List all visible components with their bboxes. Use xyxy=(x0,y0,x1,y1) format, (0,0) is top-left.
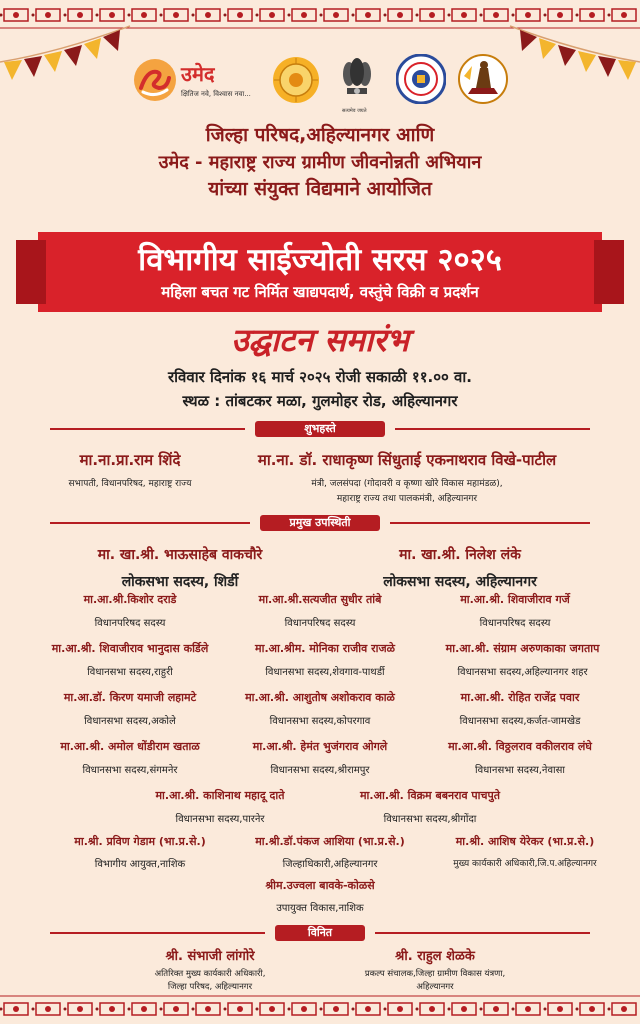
guest-entry xyxy=(220,690,420,727)
emblem-caption: सत्यमेव जयते xyxy=(342,108,367,114)
guest-entry xyxy=(30,641,230,678)
section-chief-presence xyxy=(50,515,590,531)
official-name: मा.श्री.डॉ.पंकज आशिया (भा.प्र.से.) xyxy=(255,835,405,848)
official-entry xyxy=(230,834,430,870)
official-entry xyxy=(420,834,630,869)
guest-name: मा.आ.श्री. आशुतोष अशोकराव काळे xyxy=(245,691,395,704)
official-designation: उपायुक्त विकास,नाशिक xyxy=(276,903,364,914)
guest-entry xyxy=(415,592,615,629)
official-entry xyxy=(205,878,435,914)
guest-name: मा.आ.डॉ. किरण यमाजी लहामटे xyxy=(63,691,197,704)
logos-row xyxy=(0,52,640,114)
guest-name: मा.आ.श्री. रोहित राजेंद्र पवार xyxy=(460,691,580,704)
official-designation: जिल्हाधिकारी,अहिल्यानगर xyxy=(282,859,378,870)
guest-designation: विधानसभा सदस्य,अकोले xyxy=(84,716,176,727)
guest-entry xyxy=(220,739,420,776)
guest-name: मा.आ.श्रीम. मोनिका राजीव राजळे xyxy=(255,642,395,655)
inauguration-title: उद्घाटन समारंभ xyxy=(231,321,409,359)
organizer-line-3: यांच्या संयुक्त विद्यमाने आयोजित xyxy=(208,178,432,200)
zilla-parishad-logo-icon xyxy=(396,54,446,104)
guest-designation: विधानपरिषद सदस्य xyxy=(479,618,551,629)
section-auspices-label: शुभहस्ते xyxy=(255,421,385,437)
section-request xyxy=(50,925,590,941)
section-request-label: विनित xyxy=(275,925,365,941)
event-title: विभागीय साईज्योती सरस २०२५ xyxy=(138,242,502,278)
event-banner xyxy=(38,232,602,312)
auspice-guest: मा.ना. डॉ. राधाकृष्ण सिंधुताई एकनाथराव विखे-पाटील मंत्री, जलसंपदा (गोदावरी व कृष्णा खोरे विकास महामंडळ), महाराष्ट्र राज्य तथा पालकमंत्री, अहिल्यानगर xyxy=(257,451,557,504)
event-venue: स्थळ : तांबटकर मळा, गुलमोहर रोड, अहिल्यानगर xyxy=(182,392,458,410)
guest-designation: विधानसभा सदस्य,शेवगाव-पाथर्डी xyxy=(265,667,385,678)
guest-name: मा.आ.श्री. विक्रम बबनराव पाचपुते xyxy=(359,789,501,802)
event-date: रविवार दिनांक १६ मार्च २०२५ रोजी सकाळी ११.०० वा. xyxy=(168,368,472,386)
guest-entry xyxy=(30,739,230,776)
national-emblem-icon xyxy=(337,52,377,104)
mp-guest: मा. खा.श्री. भाऊसाहेब वाकचौरे लोकसभा सदस्य, शिर्डी xyxy=(97,547,263,590)
umed-name: उमेद xyxy=(181,62,215,86)
guest-name: मा.आ.श्री. विठ्ठलराव वकीलराव लंघे xyxy=(448,740,592,753)
requester: श्री. संभाजी लांगोरे अतिरिक्त मुख्य कार्यकारी अधिकारी, जिल्हा परिषद, अहिल्यानगर xyxy=(154,949,266,992)
guest-name: मा.आ.श्री. शिवाजीराव भानुदास कर्डिले xyxy=(51,642,209,655)
event-subtitle: महिला बचत गट निर्मित खाद्यपदार्थ, वस्तुंचे विक्री व प्रदर्शन xyxy=(161,283,479,301)
shivaji-statue-logo-icon xyxy=(458,54,508,104)
umed-logo xyxy=(133,58,253,110)
guest-entry xyxy=(415,739,625,776)
guest-entry xyxy=(415,641,630,678)
maharashtra-seal-icon xyxy=(272,56,320,104)
bottom-decorative-border xyxy=(0,994,640,1024)
requester: श्री. राहुल शेळके प्रकल्प संचालक,जिल्हा ग्रामीण विकास यंत्रणा, अहिल्यानगर xyxy=(364,949,506,992)
guest-entry xyxy=(325,788,535,825)
organizer-line-1: जिल्हा परिषद,अहिल्यानगर आणि xyxy=(205,124,435,146)
guest-entry xyxy=(30,690,230,727)
guest-name: मा.आ.श्री. काशिनाथ महादू दाते xyxy=(155,789,285,802)
guest-designation: विधानसभा सदस्य,राहुरी xyxy=(87,667,173,678)
guest-designation: विधानसभा सदस्य,कर्जत-जामखेड xyxy=(459,716,581,727)
official-designation: विभागीय आयुक्त,नाशिक xyxy=(94,859,186,870)
official-entry xyxy=(50,834,230,870)
guest-entry xyxy=(115,788,325,825)
section-chief-presence-label: प्रमुख उपस्थिती xyxy=(260,515,380,531)
guest-name: मा.आ.श्री. हेमंत भुजंगराव ओगले xyxy=(252,740,388,753)
guest-designation: विधानसभा सदस्य,अहिल्यानगर शहर xyxy=(457,667,588,678)
guest-designation: विधानपरिषद सदस्य xyxy=(284,618,356,629)
official-name: मा.श्री. आशिष येरेकर (भा.प्र.से.) xyxy=(455,835,595,848)
guest-designation: विधानसभा सदस्य,संगमनेर xyxy=(82,765,178,776)
official-name: श्रीम.उज्वला बावके-कोळसे xyxy=(265,879,375,892)
guest-entry xyxy=(220,592,420,629)
official-designation: मुख्य कार्यकारी अधिकारी,जि.प.अहिल्यानगर xyxy=(453,859,597,869)
umed-tagline: क्षितिज नवे, विश्वास नवा... xyxy=(181,90,251,98)
guest-name: मा.आ.श्री. अमोल धोंडीराम खताळ xyxy=(60,740,200,753)
guest-entry xyxy=(415,690,625,727)
guest-designation: विधानसभा सदस्य,श्रीगोंदा xyxy=(383,814,477,825)
organizer-line-2: उमेद - महाराष्ट्र राज्य ग्रामीण जीवनोन्नती अभियान xyxy=(158,152,482,173)
guest-designation: विधानसभा सदस्य,नेवासा xyxy=(475,765,565,776)
organizer-header xyxy=(0,122,640,203)
guest-name: मा.आ.श्री. संग्राम अरुणकाका जगताप xyxy=(445,642,600,655)
guest-entry xyxy=(30,592,230,629)
guest-name: मा.आ.श्री.किशोर दराडे xyxy=(83,593,177,606)
official-name: मा.श्री. प्रविण गेडाम (भा.प्र.से.) xyxy=(74,835,206,848)
guest-name: मा.आ.श्री. शिवाजीराव गर्जे xyxy=(460,593,570,606)
umed-hand-icon xyxy=(133,58,177,102)
guest-name: मा.आ.श्री.सत्यजीत सुधीर तांबे xyxy=(258,593,382,606)
guest-designation: विधानपरिषद सदस्य xyxy=(94,618,166,629)
guest-designation: विधानसभा सदस्य,श्रीरामपुर xyxy=(270,765,370,776)
section-auspices xyxy=(50,421,590,437)
auspice-guest: मा.ना.प्रा.राम शिंदे सभापती, विधानपरिषद, महाराष्ट्र राज्य xyxy=(68,451,192,489)
guest-designation: विधानसभा सदस्य,पारनेर xyxy=(175,814,265,825)
guest-designation: विधानसभा सदस्य,कोपरगाव xyxy=(269,716,371,727)
mp-guest: मा. खा.श्री. निलेश लंके लोकसभा सदस्य, अहिल्यानगर xyxy=(383,547,537,590)
guest-entry xyxy=(225,641,425,678)
